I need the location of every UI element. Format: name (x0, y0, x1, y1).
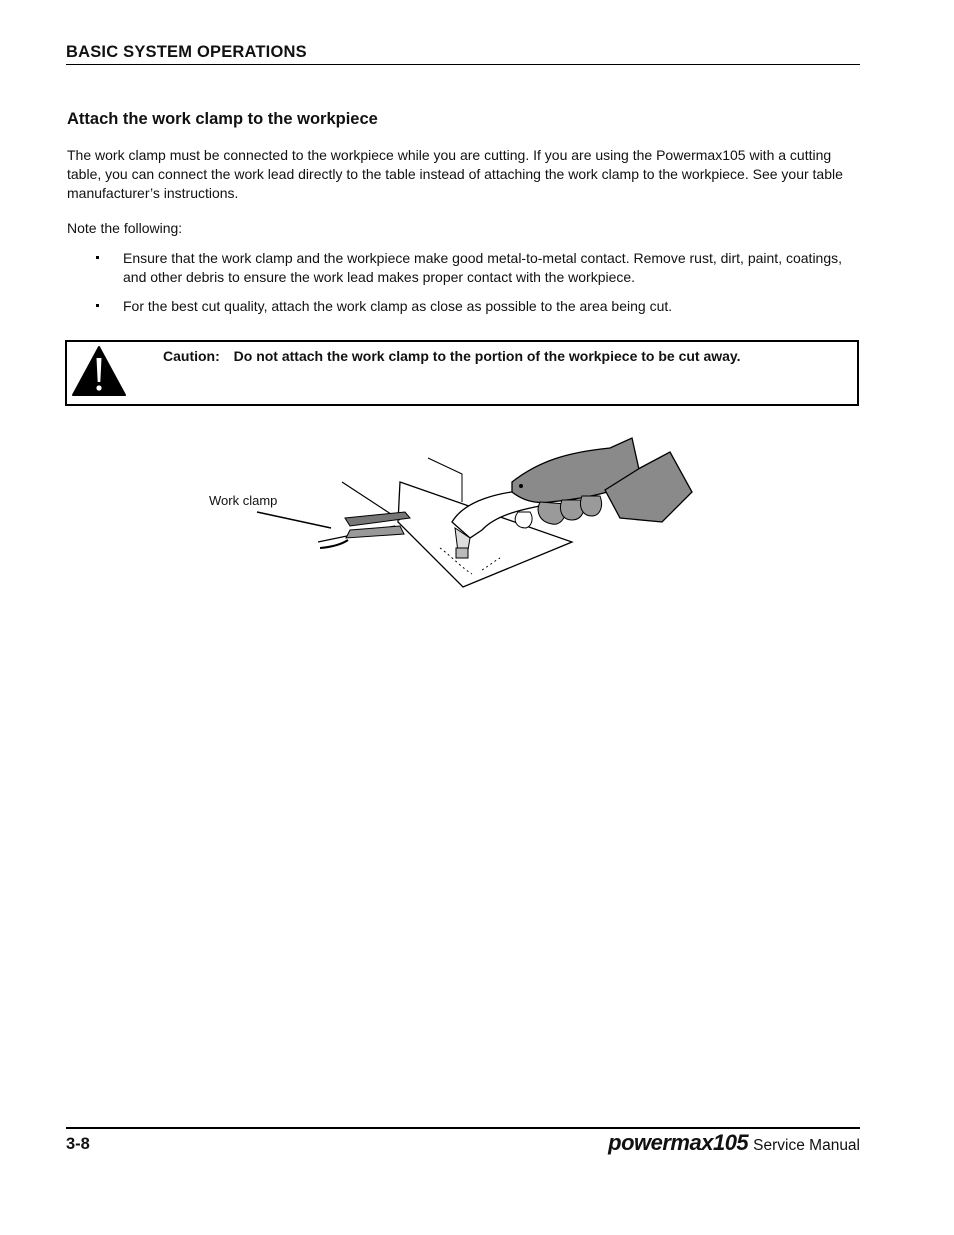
section-title: Attach the work clamp to the workpiece (67, 110, 378, 128)
page-header-title: BASIC SYSTEM OPERATIONS (66, 43, 307, 61)
figure-label-work-clamp: Work clamp (209, 493, 278, 508)
bullet-item: Ensure that the work clamp and the workpiece make good metal-to-metal contact. Remove rust, dirt, paint, coatings, and other debris to ensure the work lead makes proper contact with the workpiece. (67, 249, 857, 287)
caution-message: Do not attach the work clamp to the portion of the workpiece to be cut away. (233, 348, 741, 364)
footer-brand (608, 1130, 860, 1156)
warning-triangle-icon (72, 346, 126, 396)
callout-leader-line (255, 508, 335, 532)
caution-text (163, 348, 741, 364)
bullet-item: For the best cut quality, attach the work clamp as close as possible to the area being cut. (67, 297, 857, 316)
caution-box (65, 340, 859, 406)
manual-title: Service Manual (753, 1137, 860, 1154)
footer-divider (66, 1127, 860, 1129)
note-heading: Note the following: (67, 220, 183, 236)
bullet-list (67, 249, 857, 326)
bullet-icon (96, 256, 99, 259)
intro-paragraph: The work clamp must be connected to the workpiece while you are cutting. If you are using the Powermax105 with a cutting table, you can connect the work lead directly to the table instead of attaching the work clamp to the workpiece. See your table manufacturer’s instructions. (67, 147, 843, 201)
caution-label: Caution: (163, 348, 220, 364)
bullet-icon (96, 304, 99, 307)
brand-logo: powermax105 (608, 1130, 749, 1155)
header-divider (66, 64, 860, 65)
page-number: 3-8 (66, 1135, 90, 1153)
